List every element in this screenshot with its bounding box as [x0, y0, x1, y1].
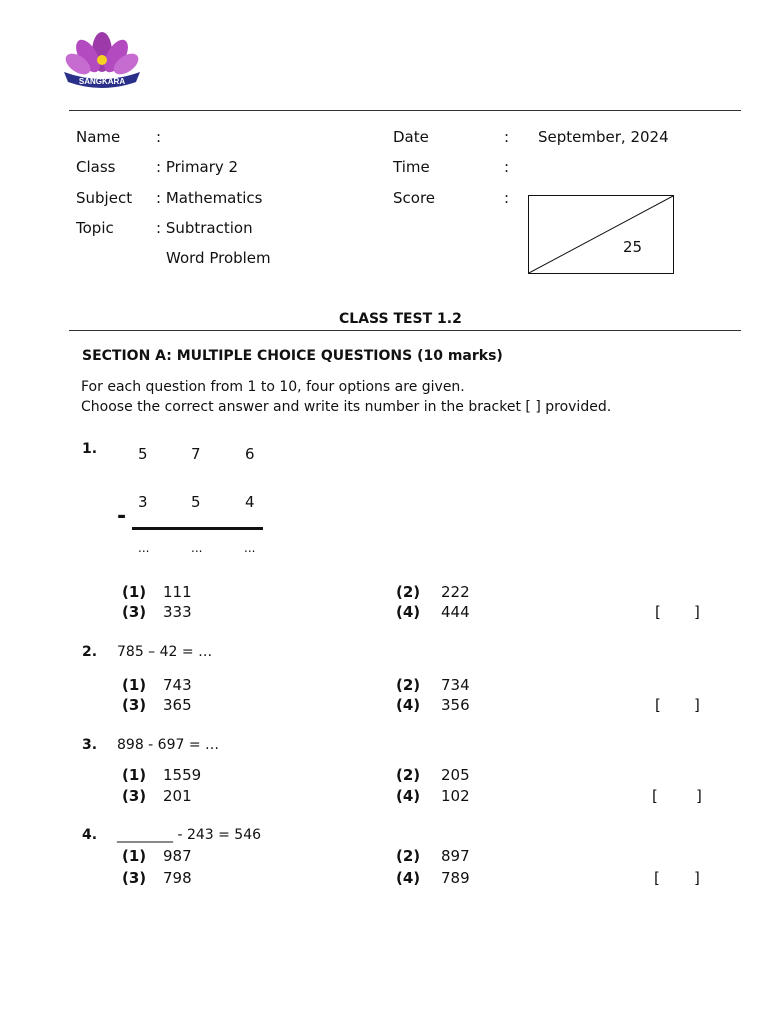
q1-option-value: 222: [441, 583, 470, 601]
score-box[interactable]: [528, 195, 674, 274]
topic-value-line2: Word Problem: [166, 249, 271, 267]
q1-option-number: (2): [396, 583, 421, 601]
instruction-line-2: Choose the correct answer and write its number in the bracket [ ] provided.: [81, 399, 612, 415]
q2-option-number: (3): [122, 696, 147, 714]
q1-top-digit: 6: [245, 445, 255, 463]
q4-option-value: 897: [441, 847, 470, 865]
q3-answer-bracket-open[interactable]: [: [652, 787, 658, 805]
q1-answer-line: [132, 527, 263, 530]
q1-bottom-digit: 5: [191, 493, 201, 511]
q4-option-value: 987: [163, 847, 192, 865]
q1-option-number: (3): [122, 603, 147, 621]
instruction-line-1: For each question from 1 to 10, four options are given.: [81, 379, 465, 395]
q2-option-number: (4): [396, 696, 421, 714]
q3-option-number: (4): [396, 787, 421, 805]
q4-option-number: (2): [396, 847, 421, 865]
q1-option-number: (4): [396, 603, 421, 621]
question-2-text: 785 – 42 = …: [117, 644, 213, 660]
question-4-number: 4.: [82, 827, 98, 843]
topic-label: Topic: [76, 219, 114, 237]
q2-option-value: 743: [163, 676, 192, 694]
q4-option-value: 789: [441, 869, 470, 887]
header-top-rule: [69, 110, 741, 111]
q4-answer-bracket-close[interactable]: ]: [694, 869, 700, 887]
subject-value: : Mathematics: [156, 189, 263, 207]
q3-option-value: 102: [441, 787, 470, 805]
question-3-text: 898 - 697 = …: [117, 737, 220, 753]
q3-option-number: (3): [122, 787, 147, 805]
q2-option-number: (1): [122, 676, 147, 694]
date-colon: :: [504, 128, 510, 146]
name-label: Name: [76, 128, 121, 146]
class-value: : Primary 2: [156, 158, 239, 176]
score-colon: :: [504, 189, 510, 207]
q1-option-value: 111: [163, 583, 192, 601]
q2-option-value: 365: [163, 696, 192, 714]
q3-option-number: (1): [122, 766, 147, 784]
q3-answer-bracket-close[interactable]: ]: [696, 787, 702, 805]
time-label: Time: [393, 158, 430, 176]
q1-minus-sign: -: [117, 504, 127, 529]
q2-option-number: (2): [396, 676, 421, 694]
class-label: Class: [76, 158, 116, 176]
q3-option-value: 201: [163, 787, 192, 805]
q4-option-number: (1): [122, 847, 147, 865]
q1-option-number: (1): [122, 583, 147, 601]
q1-answer-bracket-close[interactable]: ]: [694, 603, 700, 621]
score-diagonal: [529, 196, 673, 273]
q2-option-value: 734: [441, 676, 470, 694]
date-value: September, 2024: [538, 128, 669, 146]
q4-option-number: (4): [396, 869, 421, 887]
q1-blank: ...: [191, 541, 203, 555]
q1-blank: ...: [138, 541, 150, 555]
q1-top-digit: 5: [138, 445, 148, 463]
q1-option-value: 444: [441, 603, 470, 621]
svg-text:SANGKARA: SANGKARA: [78, 77, 126, 86]
question-3-number: 3.: [82, 737, 98, 753]
school-logo: [60, 24, 144, 90]
q4-option-number: (3): [122, 869, 147, 887]
q2-answer-bracket-open[interactable]: [: [655, 696, 661, 714]
test-title: CLASS TEST 1.2: [339, 311, 462, 327]
question-2-number: 2.: [82, 644, 98, 660]
section-heading: SECTION A: MULTIPLE CHOICE QUESTIONS (10 marks): [82, 348, 503, 364]
q1-bottom-digit: 3: [138, 493, 148, 511]
q4-answer-bracket-open[interactable]: [: [654, 869, 660, 887]
question-4-text: ________ - 243 = 546: [117, 827, 262, 843]
score-total: 25: [623, 238, 643, 256]
score-label: Score: [393, 189, 436, 207]
date-label: Date: [393, 128, 429, 146]
name-value: :: [156, 128, 162, 146]
q2-answer-bracket-close[interactable]: ]: [694, 696, 700, 714]
topic-value: : Subtraction: [156, 219, 253, 237]
q1-top-digit: 7: [191, 445, 201, 463]
q2-option-value: 356: [441, 696, 470, 714]
q4-option-value: 798: [163, 869, 192, 887]
subject-label: Subject: [76, 189, 133, 207]
title-rule: [69, 330, 741, 331]
q1-blank: ...: [244, 541, 256, 555]
q1-bottom-digit: 4: [245, 493, 255, 511]
q3-option-number: (2): [396, 766, 421, 784]
q3-option-value: 1559: [163, 766, 202, 784]
q3-option-value: 205: [441, 766, 470, 784]
q1-option-value: 333: [163, 603, 192, 621]
time-colon: :: [504, 158, 510, 176]
question-1-number: 1.: [82, 441, 98, 457]
q1-answer-bracket-open[interactable]: [: [655, 603, 661, 621]
